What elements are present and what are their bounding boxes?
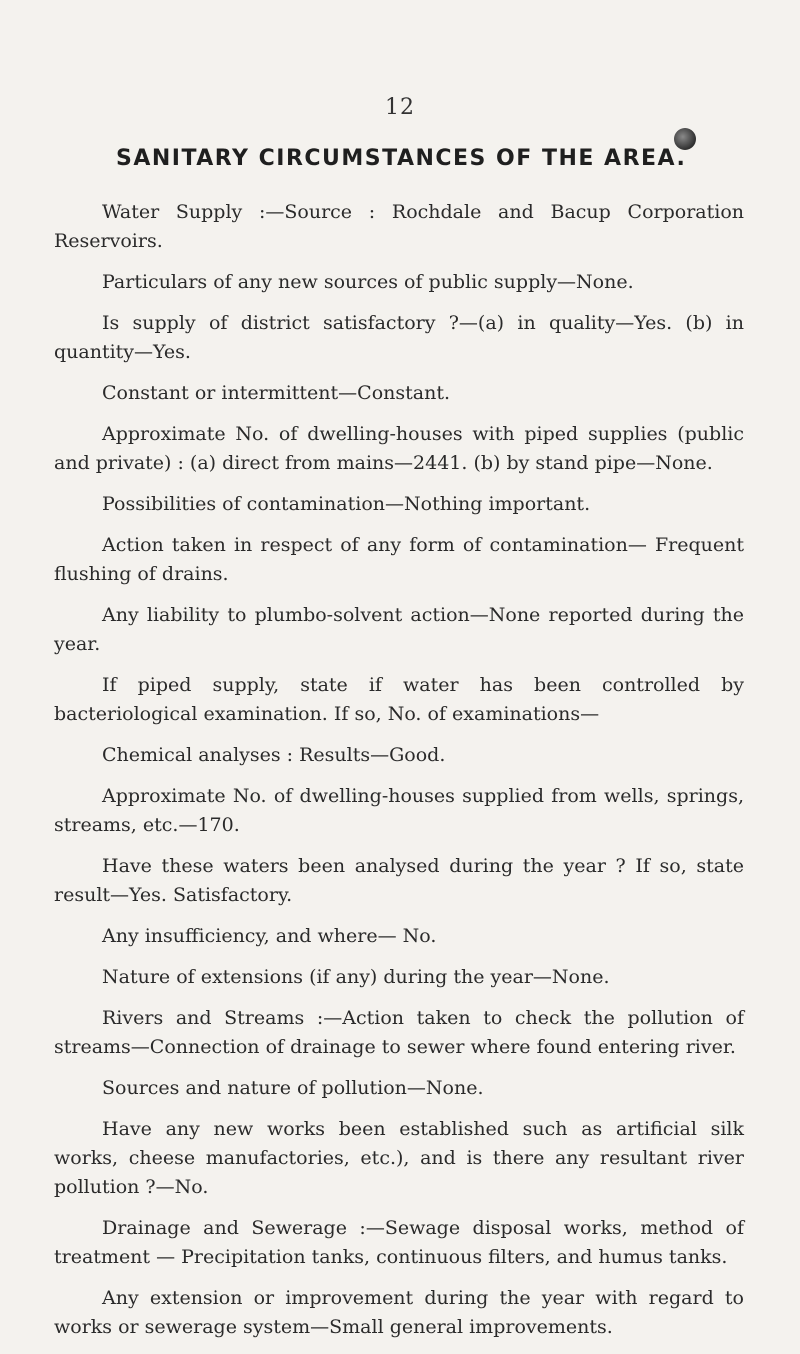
paragraph-rivers-streams: Rivers and Streams :—Action taken to check the pollution of streams—Connection of drainage to sewer where found entering river. bbox=[54, 1007, 744, 1058]
paragraph-piped-supplies: Approximate No. of dwelling-houses with piped supplies (public and private) : (a) direct from mains—2441. (b) by stand pipe—None. bbox=[54, 423, 744, 474]
paragraph-chemical-analyses: Chemical analyses : Results—Good. bbox=[102, 744, 446, 766]
paragraph-constant-intermittent: Constant or intermittent—Constant. bbox=[102, 382, 450, 404]
paragraph-wells-springs: Approximate No. of dwelling-houses supplied from wells, springs, streams, etc.—170. bbox=[54, 785, 744, 836]
paragraph-supply-satisfactory: Is supply of district satisfactory ?—(a) in quality—Yes. (b) in quantity—Yes. bbox=[54, 312, 744, 363]
paragraph-drainage-sewerage: Drainage and Sewerage :—Sewage disposal works, method of treatment — Precipitation tanks, continuous filters, and humus tanks. bbox=[54, 1217, 744, 1268]
paragraph-plumbo-solvent: Any liability to plumbo-solvent action—None reported during the year. bbox=[54, 604, 744, 655]
paragraph-contamination-action: Action taken in respect of any form of contamination— Frequent flushing of drains. bbox=[54, 534, 744, 585]
paragraph-new-works: Have any new works been established such as artificial silk works, cheese manufactories, etc.), and is there any resultant river pollution ?—No. bbox=[54, 1118, 744, 1198]
paragraph-waters-analysed: Have these waters been analysed during the year ? If so, state result—Yes. Satisfactory. bbox=[54, 855, 744, 906]
paragraph-new-sources: Particulars of any new sources of public supply—None. bbox=[102, 271, 634, 293]
paragraph-pollution-sources: Sources and nature of pollution—None. bbox=[102, 1077, 484, 1099]
paragraph-contamination-possibilities: Possibilities of contamination—Nothing important. bbox=[102, 493, 591, 515]
paragraph-water-supply: Water Supply :—Source : Rochdale and Bacup Corporation Reservoirs. bbox=[54, 201, 744, 252]
paragraph-extension-improvement: Any extension or improvement during the year with regard to works or sewerage system—Small general improvements. bbox=[54, 1287, 744, 1338]
page-number: 12 bbox=[385, 95, 415, 120]
body-text bbox=[54, 198, 744, 1354]
paragraph-bacteriological: If piped supply, state if water has been controlled by bacteriological examination. If so, No. of examinations— bbox=[54, 674, 744, 725]
paragraph-insufficiency: Any insufficiency, and where— No. bbox=[102, 925, 437, 947]
section-heading: SANITARY CIRCUMSTANCES OF THE AREA. bbox=[116, 146, 687, 171]
paragraph-extensions: Nature of extensions (if any) during the year—None. bbox=[102, 966, 610, 988]
